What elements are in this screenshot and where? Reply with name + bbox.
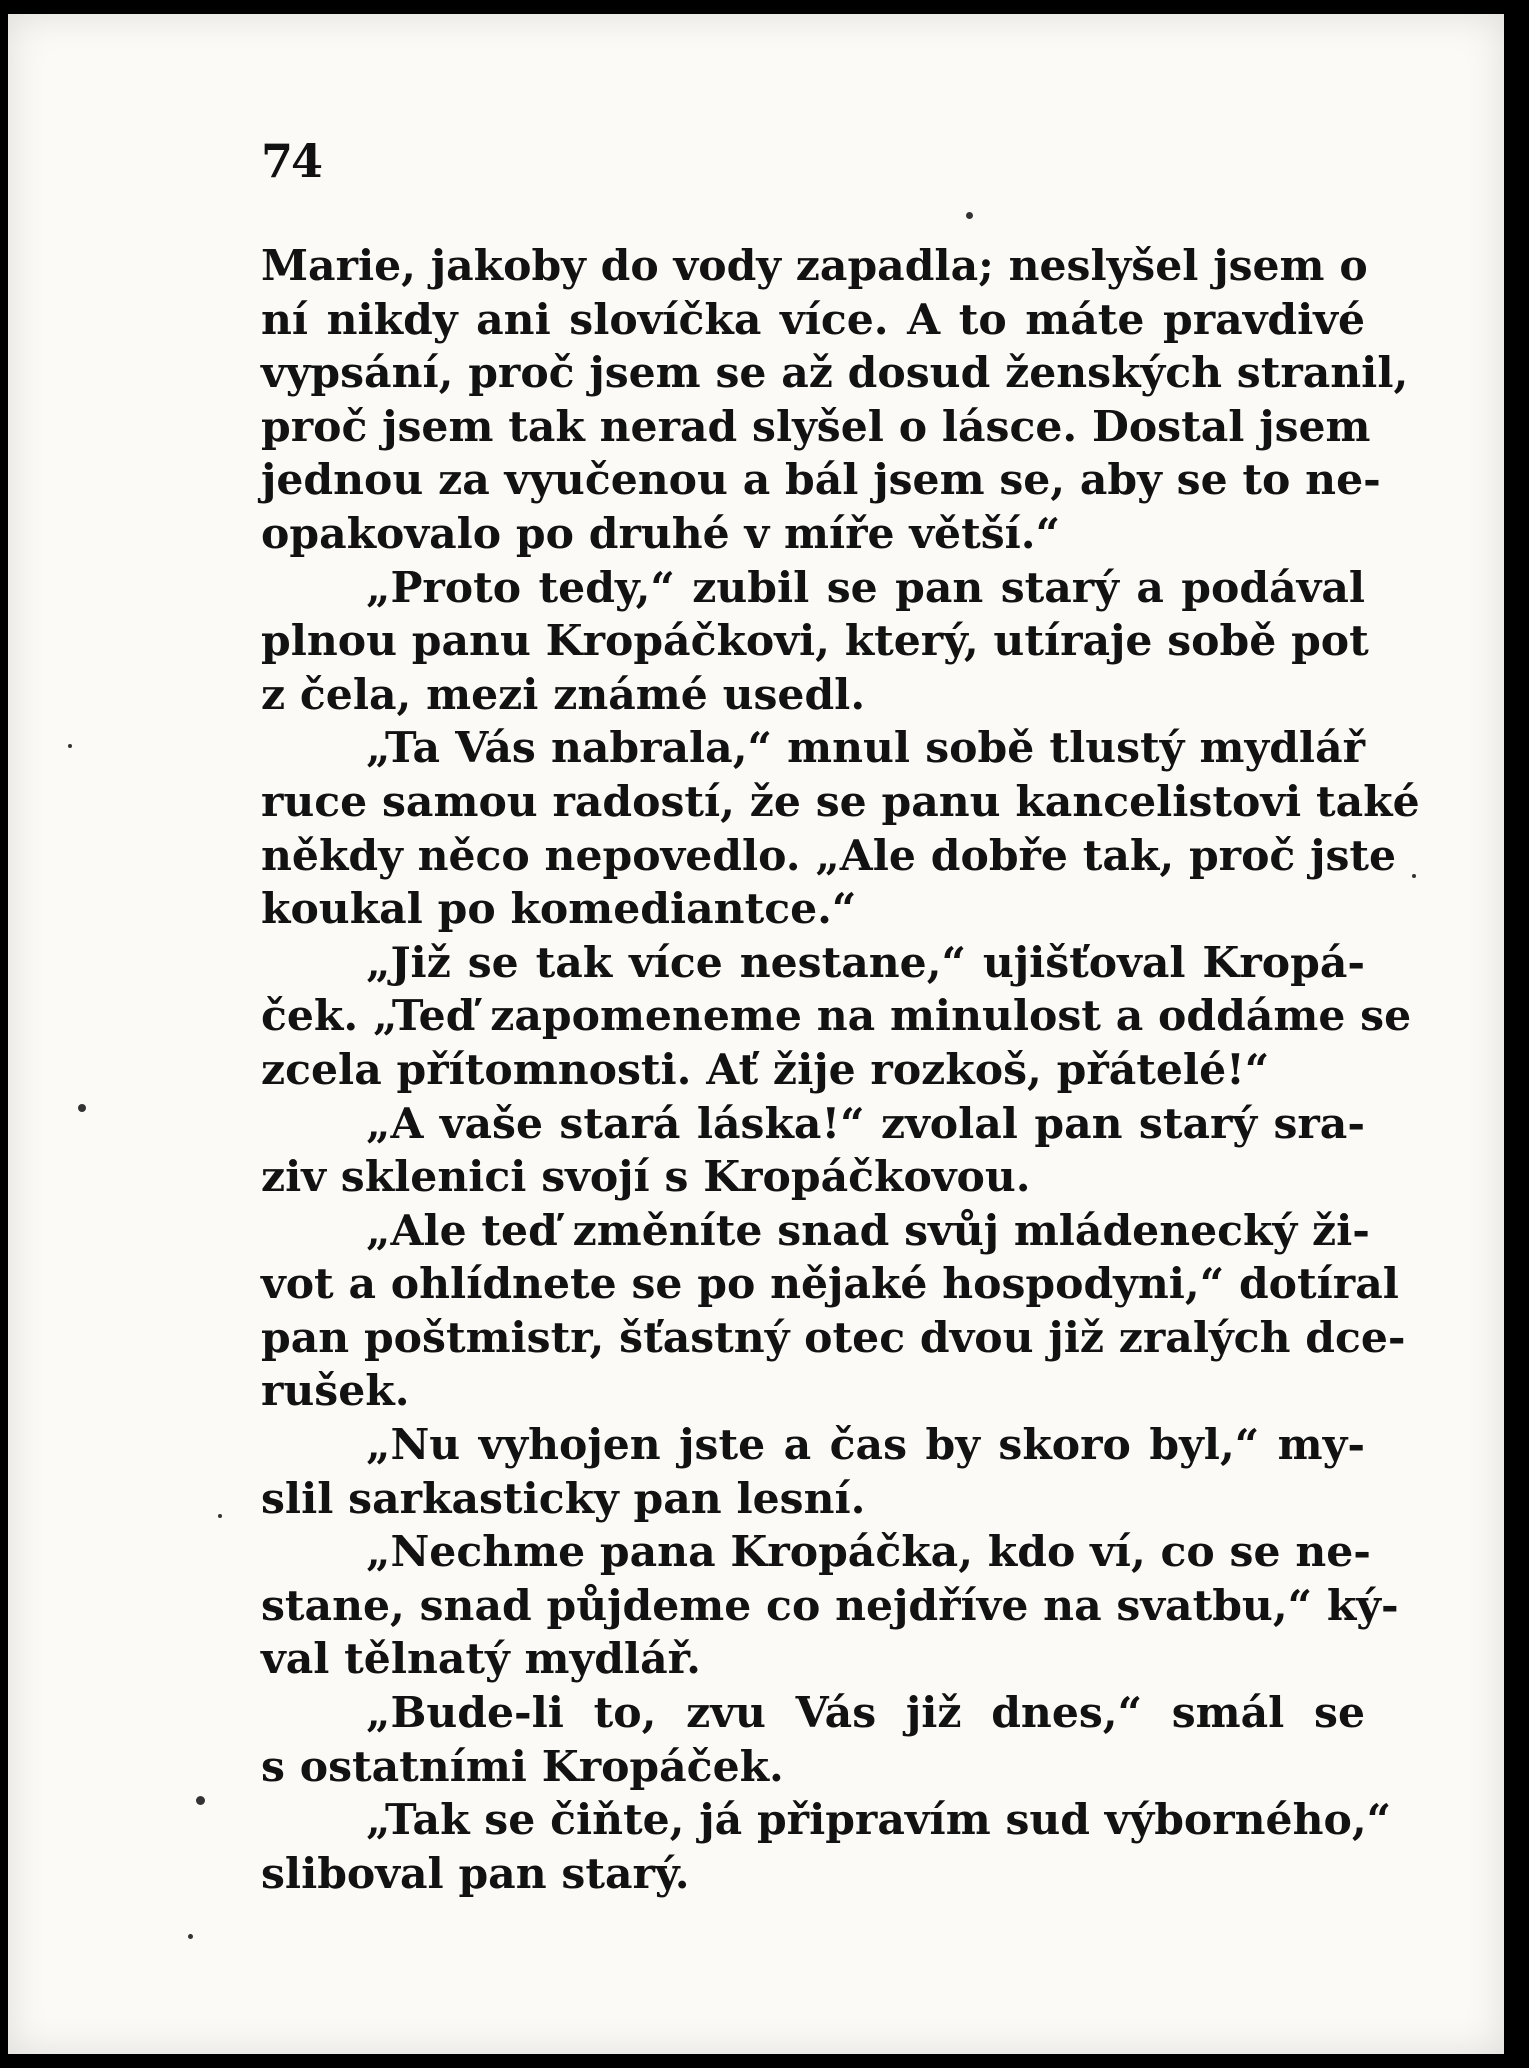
paragraph xyxy=(261,1419,1365,1526)
text-line: val tělnatý mydlář. xyxy=(261,1634,701,1685)
text-line: ček. „Teď zapomeneme na minulost a oddáme se xyxy=(261,991,1412,1042)
text-line: sliboval pan starý. xyxy=(261,1848,690,1899)
paragraph xyxy=(261,562,1369,723)
paragraph xyxy=(261,722,1420,936)
text-line: jednou za vyučenou a bál jsem se, aby se to ne- xyxy=(261,455,1381,506)
text-line: „Ta Vás nabrala,“ mnul sobě tlustý mydlář xyxy=(366,723,1365,774)
text-line: proč jsem tak nerad slyšel o lásce. Dostal jsem xyxy=(261,401,1371,452)
text-line: vypsání, proč jsem se až dosud ženských stranil, xyxy=(261,348,1409,399)
text-line: ziv sklenici svojí s Kropáčkovou. xyxy=(261,1152,1031,1203)
text-line: koukal po komediantce.“ xyxy=(261,884,857,935)
text-line: ní nikdy ani slovíčka více. A to máte pravdivé xyxy=(261,294,1365,345)
paragraph xyxy=(261,1794,1392,1901)
text-line: zcela přítomnosti. Ať žije rozkoš, přátelé!“ xyxy=(261,1044,1270,1095)
page-number: 74 xyxy=(261,134,322,188)
text-line: plnou panu Kropáčkovi, který, utíraje sobě pot xyxy=(261,616,1369,667)
text-line: s ostatními Kropáček. xyxy=(261,1741,784,1792)
scan-edge xyxy=(1504,0,1529,2068)
text-line: „Tak se čiňte, já připravím sud výborného,“ xyxy=(366,1795,1392,1846)
text-line: pan poštmistr, šťastný otec dvou již zralých dce- xyxy=(261,1312,1406,1363)
text-line: opakovalo po druhé v míře větší.“ xyxy=(261,508,1061,559)
paragraph xyxy=(261,937,1412,1098)
paragraph xyxy=(261,1687,1365,1794)
text-line: „Ale teď změníte snad svůj mládenecký ži- xyxy=(366,1205,1370,1256)
text-line: „Nu vyhojen jste a čas by skoro byl,“ my- xyxy=(366,1420,1365,1471)
text-line: ruce samou radostí, že se panu kancelistovi také xyxy=(261,776,1420,827)
text-line: stane, snad půjdeme co nejdříve na svatbu,“ ký- xyxy=(261,1580,1399,1631)
text-line: někdy něco nepovedlo. „Ale dobře tak, proč jste xyxy=(261,830,1397,881)
text-line: z čela, mezi známé usedl. xyxy=(261,669,866,720)
text-line: vot a ohlídnete se po nějaké hospodyni,“ dotíral xyxy=(261,1259,1399,1310)
text-line: „Proto tedy,“ zubil se pan starý a podával xyxy=(366,562,1365,613)
text-line: rušek. xyxy=(261,1366,410,1417)
text-line: „Nechme pana Kropáčka, kdo ví, co se ne- xyxy=(366,1527,1371,1578)
paragraph xyxy=(261,1526,1399,1687)
book-page xyxy=(8,14,1504,2054)
paragraph xyxy=(261,1205,1406,1419)
body-text xyxy=(261,240,1420,1901)
paragraph xyxy=(261,1098,1365,1205)
text-line: „A vaše stará láska!“ zvolal pan starý sra- xyxy=(366,1098,1365,1149)
text-line: slil sarkasticky pan lesní. xyxy=(261,1473,866,1524)
text-line: Marie, jakoby do vody zapadla; neslyšel jsem o xyxy=(261,241,1368,291)
paragraph xyxy=(261,240,1409,562)
text-line: „Bude-li to, zvu Vás již dnes,“ smál se xyxy=(366,1688,1365,1739)
text-line: „Již se tak více nestane,“ ujišťoval Kropá- xyxy=(366,937,1365,988)
